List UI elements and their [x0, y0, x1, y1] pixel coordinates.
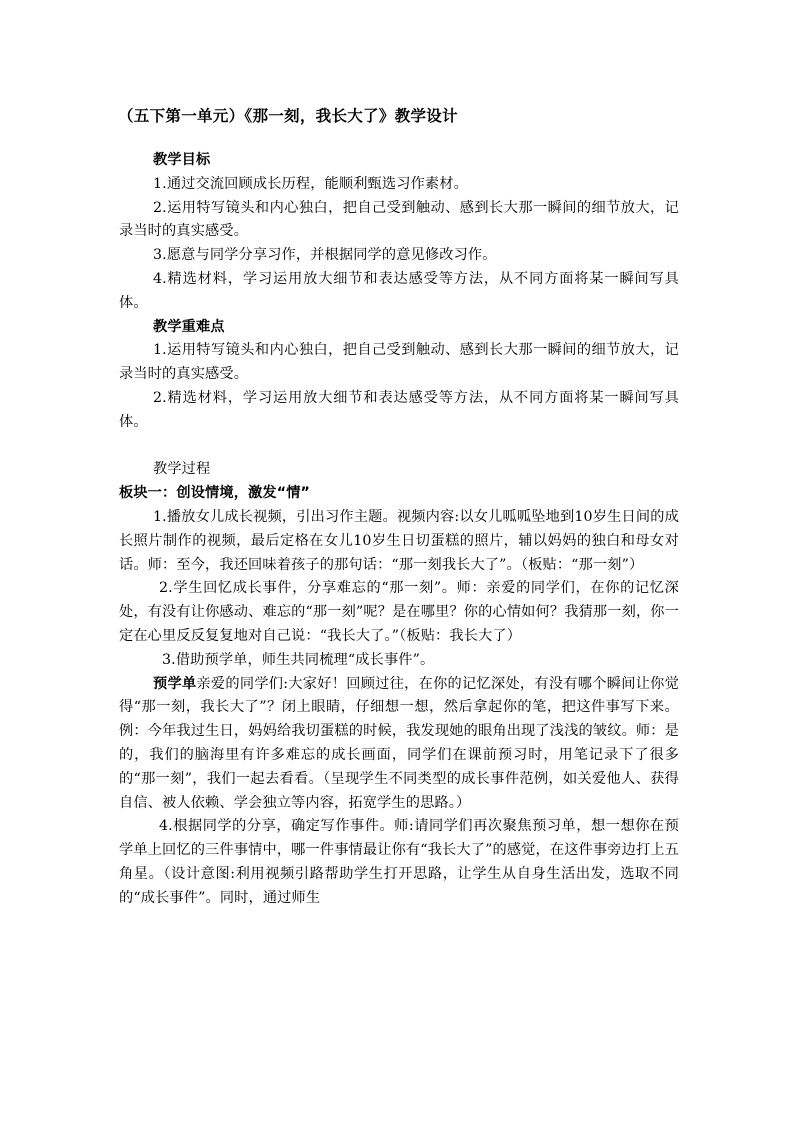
key-point-item: 2.精选材料，学习运用放大细节和表达感受等方法，从不同方面将某一瞬间写具体。 [119, 389, 679, 430]
process-step-4: 4.根据同学的分享，确定写作事件。师:请同学们再次聚焦预习单，想一想你在预学单上回忆的三件事情中，哪一件事情最让你有“我长大了”的感觉，在这件事旁边打上五角星。（设计意图:利用视频引路帮助学生打开思路，让学生从自身生活出发，选取不同的“成长事件”。同时，通过师生 [119, 818, 679, 906]
preview-sheet-text: 亲爱的同学们:大家好！回顾过往，在你的记忆深处，有没有哪个瞬间让你觉得“那一刻，我长大了”？闭上眼睛，仔细想一想，然后拿起你的笔，把这件事写下来。例：今年我过生日，妈妈给我切蛋糕的时候，我发现她的眼角出现了浅浅的皱纹。师：是的，我们的脑海里有许多难忘的成长画面，同学们在课前预习时，用笔记录下了很多的“那一刻”，我们一起去看看。（呈现学生不同类型的成长事件范例，如关爱他人、获得自信、被人依赖、学会独立等内容，拓宽学生的思路。） [119, 675, 679, 811]
objective-item: 1.通过交流回顾成长历程，能顺利甄选习作素材。 [153, 175, 468, 192]
preview-sheet-paragraph [119, 673, 679, 816]
objective-item: 2.运用特写镜头和内心独白，把自己受到触动、感到长大那一瞬间的细节放大，记录当时的真实感受。 [119, 199, 679, 240]
document-body [119, 149, 679, 911]
document-title: （五下第一单元）《那一刻，我长大了》教学设计 [118, 107, 458, 125]
key-point-item: 1.运用特写镜头和内心独白，把自己受到触动、感到长大那一瞬间的细节放大，记录当时的真实感受。 [119, 342, 679, 383]
key-points-heading: 教学重难点 [153, 318, 225, 335]
process-step-2: 2.学生回忆成长事件，分享难忘的“那一刻”。师：亲爱的同学们，在你的记忆深处，有没有让你感动、难忘的“那一刻”呢？是在哪里？你的心情如何？我猜那一刻，你一定在心里反反复复地对自己说：“我长大了。”（板贴：我长大了） [119, 580, 679, 644]
block-one-title: 板块一：创设情境，激发“情” [119, 485, 310, 502]
objective-item: 3.愿意与同学分享习作，并根据同学的意见修改习作。 [153, 247, 497, 264]
preview-sheet-label: 预学单 [153, 675, 197, 692]
process-step-1: 1.播放女儿成长视频，引出习作主题。视频内容:以女儿呱呱坠地到10岁生日间的成长照片制作的视频，最后定格在女儿10岁生日切蛋糕的照片，辅以妈妈的独白和母女对话。师：至今，我还回味着孩子的那句话：“那一刻我长大了”。（板贴：“那一刻”） [119, 508, 679, 573]
spacer [119, 435, 679, 459]
process-heading: 教学过程 [153, 461, 211, 478]
objectives-heading: 教学目标 [153, 152, 211, 168]
process-step-3: 3.借助预学单，师生共同梳理“成长事件”。 [162, 651, 435, 668]
objective-item: 4.精选材料，学习运用放大细节和表达感受等方法，从不同方面将某一瞬间写具体。 [119, 270, 679, 311]
